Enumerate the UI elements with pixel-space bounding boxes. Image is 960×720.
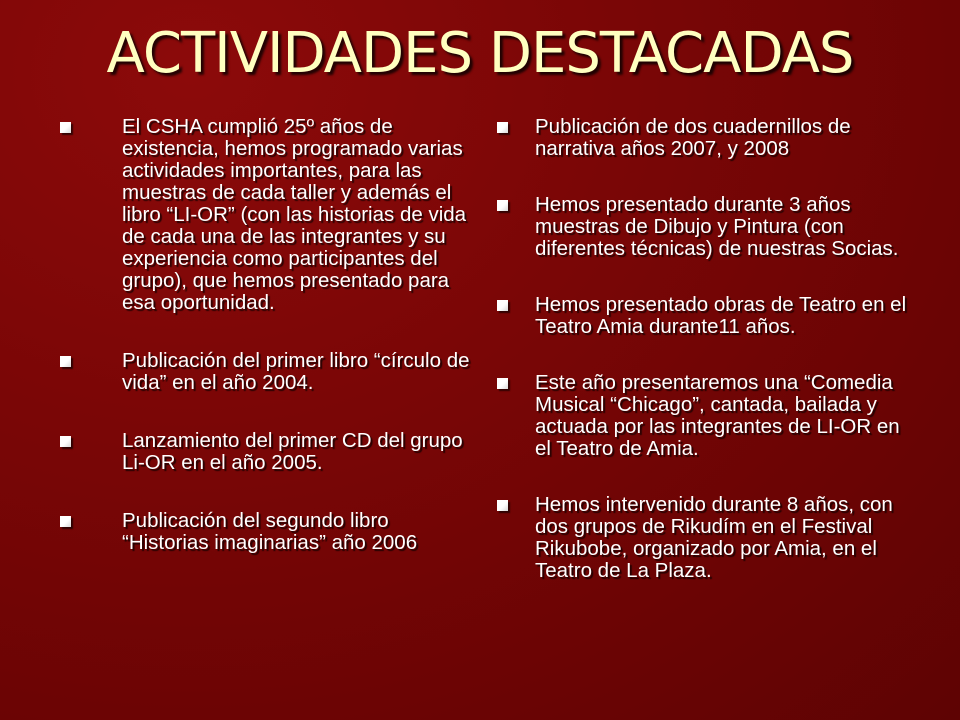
list-item	[60, 116, 472, 314]
square-bullet-icon	[497, 300, 508, 311]
square-bullet-icon	[60, 516, 71, 527]
square-bullet-icon	[60, 436, 71, 447]
list-item	[60, 350, 472, 394]
list-item-text: Este año presentaremos una “Comedia Musical “Chicago”, cantada, bailada y actuada por las integrantes de LI-OR en el Teatro de Amia.	[535, 371, 900, 460]
square-bullet-icon	[497, 378, 508, 389]
list-item-text: Publicación del segundo libro “Historias imaginarias” año 2006	[122, 509, 418, 554]
list-item-text: Publicación de dos cuadernillos de narrativa años 2007, y 2008	[535, 115, 851, 160]
list-item	[60, 510, 472, 554]
square-bullet-icon	[497, 122, 508, 133]
list-item-text: Hemos presentado durante 3 años muestras de Dibujo y Pintura (con diferentes técnicas) de nuestras Socias.	[535, 193, 899, 260]
list-item	[60, 430, 472, 474]
left-column-list	[60, 116, 472, 590]
list-item-text: Publicación del primer libro “círculo de vida” en el año 2004.	[122, 349, 470, 394]
square-bullet-icon	[60, 122, 71, 133]
list-item	[497, 116, 907, 160]
square-bullet-icon	[497, 500, 508, 511]
square-bullet-icon	[60, 356, 71, 367]
list-item	[497, 194, 907, 260]
list-item	[497, 372, 907, 460]
list-item-text: Hemos intervenido durante 8 años, con dos grupos de Rikudím en el Festival Rikubobe, organizado por Amia, en el Teatro de La Plaza.	[535, 493, 893, 582]
right-column-list	[497, 116, 907, 616]
square-bullet-icon	[497, 200, 508, 211]
list-item-text: Lanzamiento del primer CD del grupo Li-OR en el año 2005.	[122, 429, 463, 474]
list-item	[497, 294, 907, 338]
list-item-text: Hemos presentado obras de Teatro en el Teatro Amia durante11 años.	[535, 293, 907, 338]
slide-title: ACTIVIDADES DESTACADAS	[106, 21, 854, 86]
list-item-text: El CSHA cumplió 25º años de existencia, hemos programado varias actividades importantes, para las muestras de cada taller y además el libro “LI-OR” (con las historias de vida de cada una de las integrantes y su experiencia como participantes del grupo), que hemos presentado para esa oportunidad.	[122, 115, 467, 314]
list-item	[497, 494, 907, 582]
